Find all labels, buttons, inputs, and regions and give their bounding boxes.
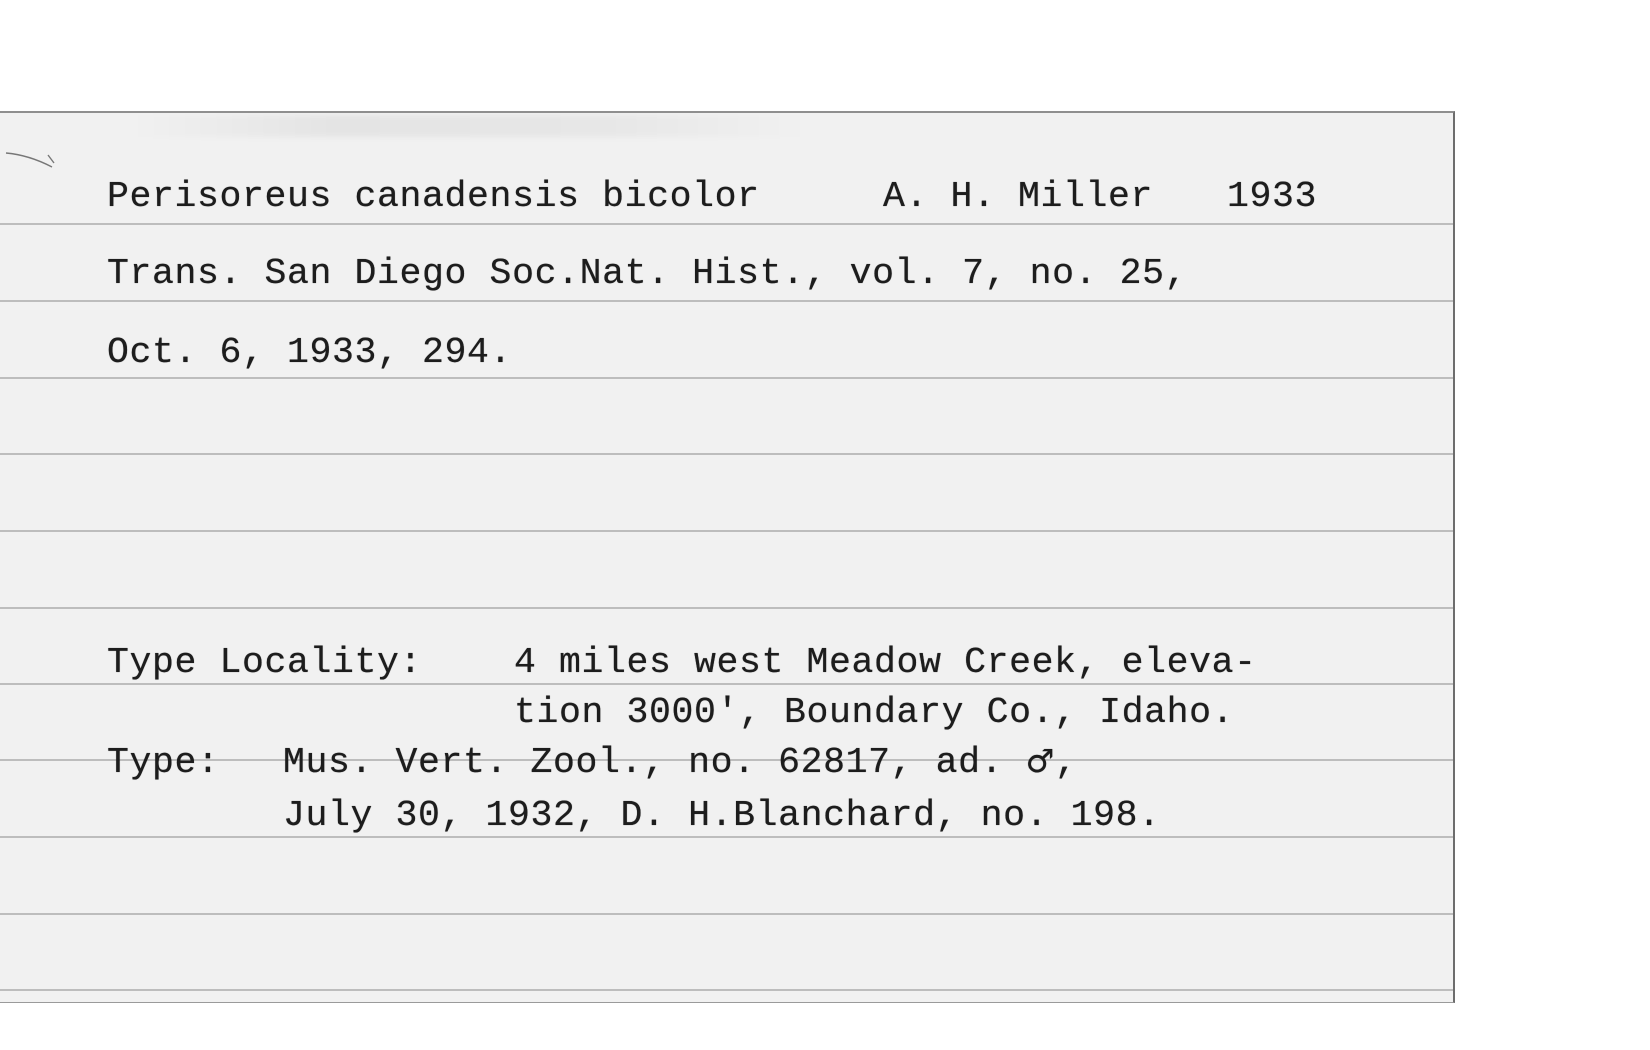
ruled-line bbox=[0, 530, 1453, 532]
male-symbol: ♂ bbox=[1025, 742, 1055, 780]
type-line-1-comma: , bbox=[1054, 742, 1078, 783]
type-locality-line-1: 4 miles west Meadow Creek, eleva- bbox=[514, 642, 1257, 683]
type-locality-label: Type Locality: bbox=[107, 642, 423, 683]
ruled-line bbox=[0, 989, 1453, 991]
ruled-line bbox=[0, 836, 1453, 838]
species-year: 1933 bbox=[1227, 176, 1318, 217]
ruled-line bbox=[0, 683, 1453, 685]
citation-line-2: Oct. 6, 1933, 294. bbox=[107, 332, 513, 373]
index-card bbox=[0, 111, 1455, 1003]
species-name: Perisoreus canadensis bicolor bbox=[107, 176, 760, 217]
pencil-check-mark bbox=[4, 149, 58, 171]
ruled-line bbox=[0, 300, 1453, 302]
type-line-2: July 30, 1932, D. H.Blanchard, no. 198. bbox=[283, 795, 1161, 836]
ruled-line bbox=[0, 377, 1453, 379]
species-author: A. H. Miller bbox=[883, 176, 1154, 217]
ruled-line bbox=[0, 453, 1453, 455]
type-line-1 bbox=[283, 742, 1078, 783]
ruled-line bbox=[0, 913, 1453, 915]
type-line-1-text: Mus. Vert. Zool., no. 62817, ad. bbox=[283, 742, 1026, 783]
type-label: Type: bbox=[107, 742, 220, 783]
ruled-line bbox=[0, 223, 1453, 225]
ruled-line bbox=[0, 607, 1453, 609]
type-locality-line-2: tion 3000', Boundary Co., Idaho. bbox=[514, 692, 1235, 733]
faded-pencil-note bbox=[130, 115, 810, 137]
citation-line-1: Trans. San Diego Soc.Nat. Hist., vol. 7, no. 25, bbox=[107, 253, 1188, 294]
